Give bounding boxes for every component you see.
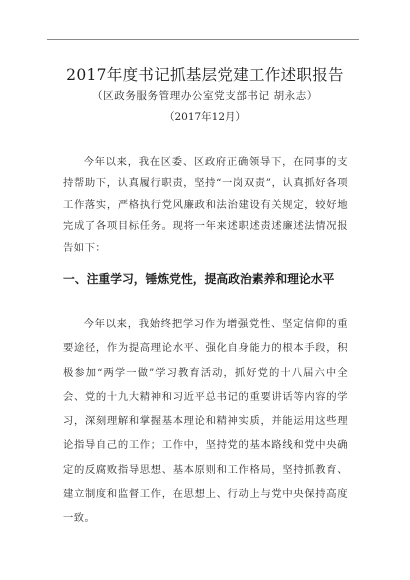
section-heading: 一、注重学习，锤炼党性，提高政治素养和理论水平 — [63, 272, 335, 286]
document-subtitle: （区政务服务管理办公室党支部书记 胡永志） — [92, 90, 318, 102]
header-rule — [47, 39, 359, 40]
document-title: 2017年度书记抓基层党建工作述职报告 — [66, 66, 344, 84]
section-paragraph: 今年以来，我始终把学习作为增强党性、坚定信仰的重要途径，作为提高理论水平、强化自身能力的根本手段，积极参加“两学一做”学习教育活动，抓好党的十八届六中全会、党的十九大精神和习近平总书记的重要讲话等内容的学习，深刻理解和掌握基本理论和精神实质，并能运用这些理论指导自己的工作；工作中，坚持党的基本路线和党中央确定的反腐败指导思想、基本原则和工作格局，坚持抓教育、建立制度和监督工作，在思想上、行动上与党中央保持高度一致。 — [63, 318, 348, 525]
document-date: （2017年12月） — [163, 111, 247, 123]
intro-paragraph: 今年以来，我在区委、区政府正确领导下，在同事的支持帮助下，认真履行职责，坚持“一岗双责”，认真抓好各项工作落实，严格执行党风廉政和法治建设有关规定，较好地完成了各项目标任务。现将一年来述职述责述廉述法情况报告如下： — [63, 156, 348, 254]
